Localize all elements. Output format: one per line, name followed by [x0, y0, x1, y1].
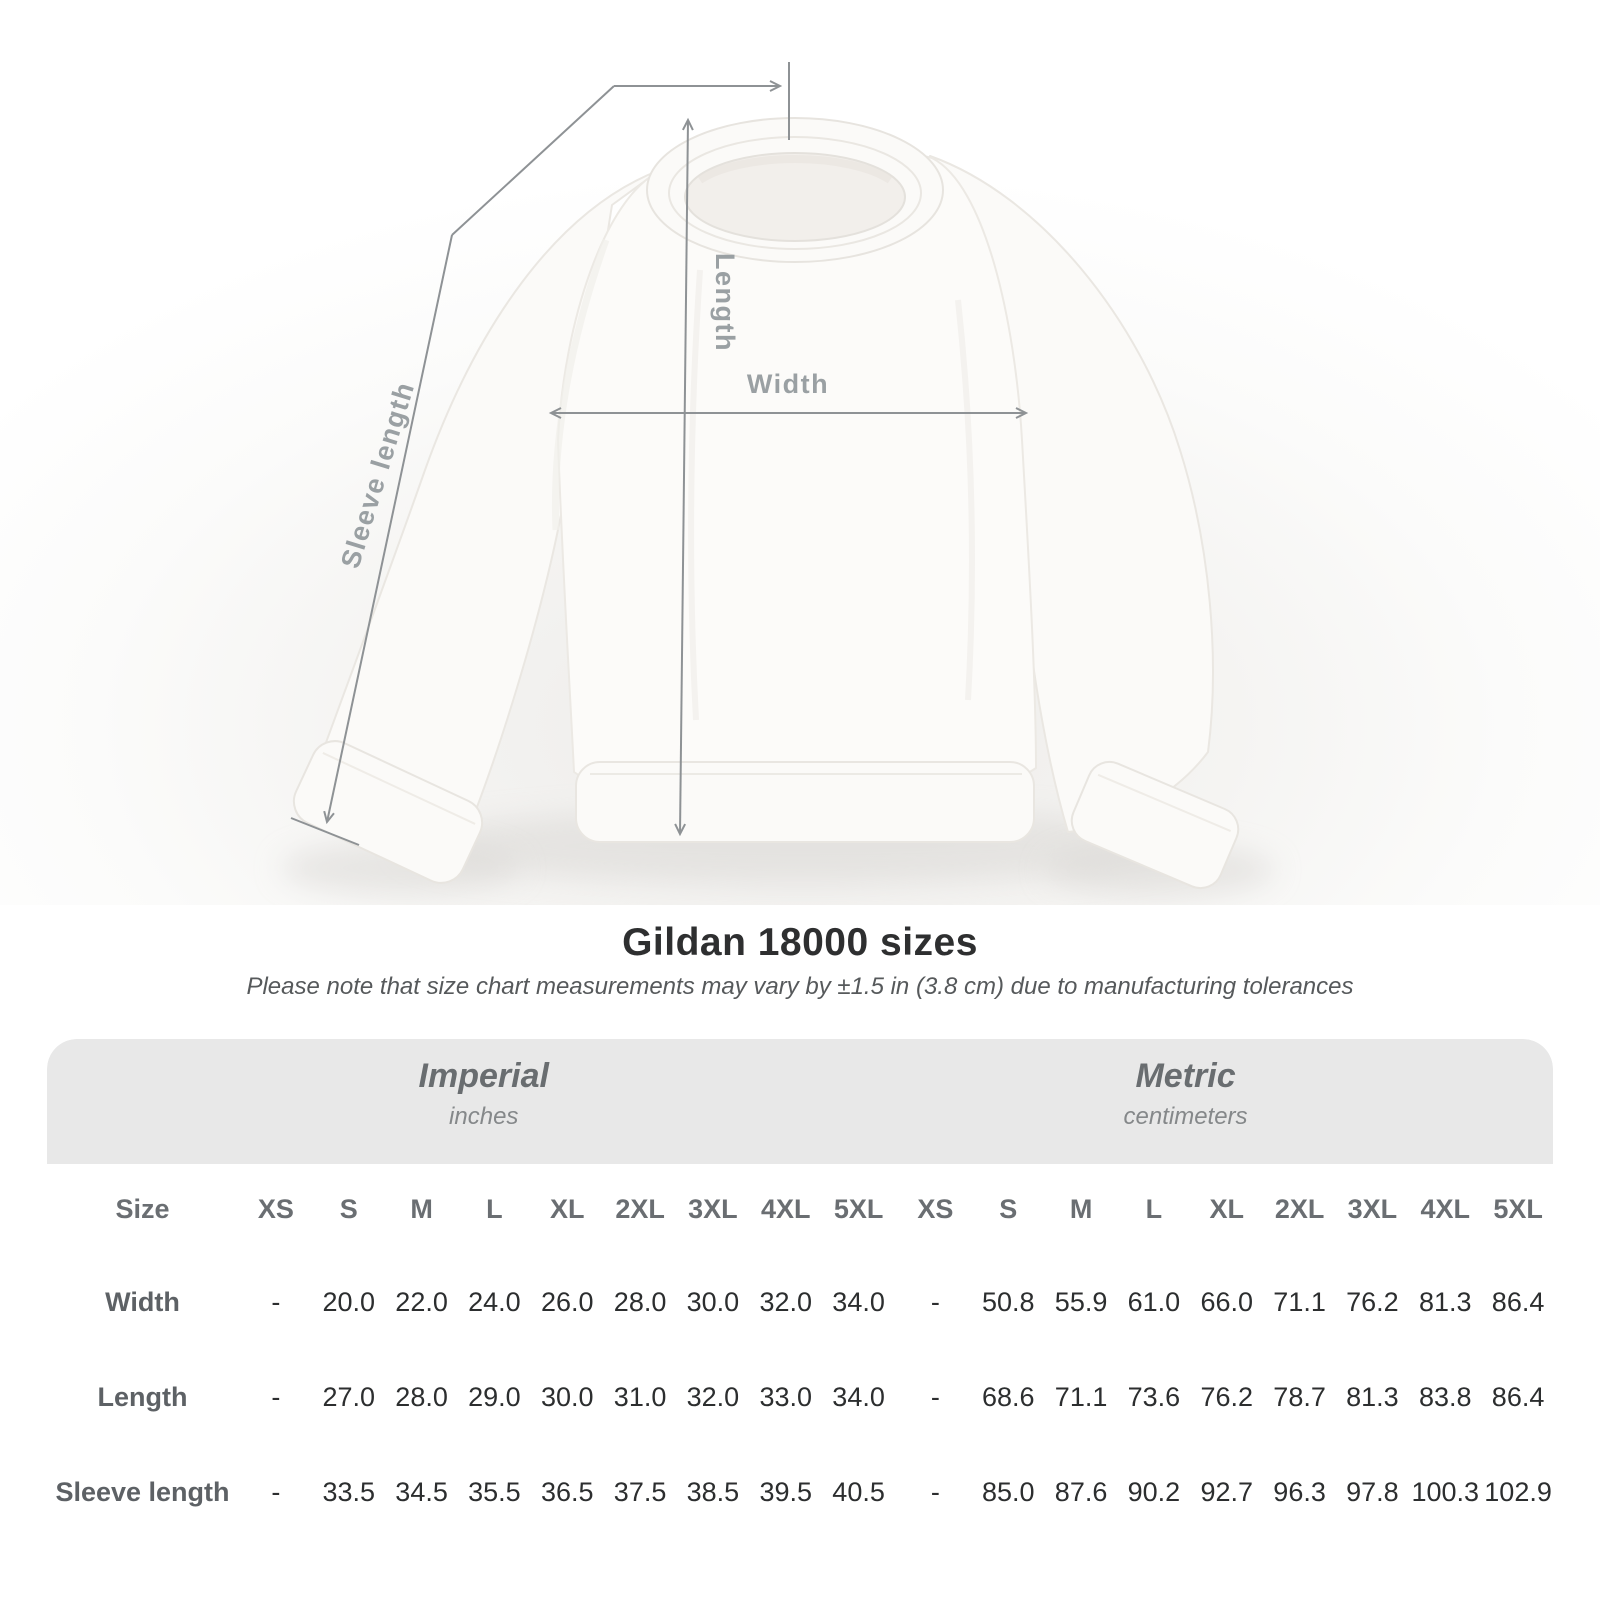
value-cell: 27.0 [314, 1350, 384, 1445]
value-cell: 3XL [1338, 1164, 1408, 1255]
value-cell: - [241, 1350, 311, 1445]
value-cell: 38.5 [678, 1445, 748, 1540]
row-label: Size [47, 1164, 238, 1255]
value-cell: 61.0 [1119, 1255, 1189, 1350]
value-cell: 87.6 [1046, 1445, 1116, 1540]
value-cell: S [973, 1164, 1043, 1255]
value-cell: 24.0 [460, 1255, 530, 1350]
value-cell: XL [532, 1164, 602, 1255]
value-cell: - [901, 1255, 971, 1350]
value-cell: XS [241, 1164, 311, 1255]
value-cell: 81.3 [1410, 1255, 1480, 1350]
value-cell: 33.0 [751, 1350, 821, 1445]
value-cell: 76.2 [1192, 1350, 1262, 1445]
page-title: Gildan 18000 sizes [622, 921, 978, 964]
size-table [47, 1039, 1553, 1540]
value-cell: 55.9 [1046, 1255, 1116, 1350]
value-cell: 37.5 [605, 1445, 675, 1540]
row-label: Length [47, 1350, 238, 1445]
value-cell: 28.0 [605, 1255, 675, 1350]
value-cell: L [460, 1164, 530, 1255]
value-cell: 85.0 [973, 1445, 1043, 1540]
value-cell: XL [1192, 1164, 1262, 1255]
value-cell: 66.0 [1192, 1255, 1262, 1350]
value-cell: 2XL [605, 1164, 675, 1255]
sleeve-length-label: Sleeve length [335, 377, 421, 572]
value-cell: 34.0 [824, 1255, 894, 1350]
inches-label: inches [449, 1103, 519, 1130]
tolerance-note: Please note that size chart measurements may vary by ±1.5 in (3.8 cm) due to manufacturing tolerances [246, 973, 1354, 1000]
value-cell: 34.5 [387, 1445, 457, 1540]
value-cell: - [901, 1445, 971, 1540]
value-cell: 32.0 [751, 1255, 821, 1350]
value-cell: 96.3 [1265, 1445, 1335, 1540]
value-cell: 90.2 [1119, 1445, 1189, 1540]
collar [647, 118, 943, 262]
value-cell: - [241, 1445, 311, 1540]
metric-label: Metric [1135, 1057, 1236, 1095]
value-cell: 34.0 [824, 1350, 894, 1445]
group-gutter [897, 1445, 898, 1540]
value-cell: - [241, 1255, 311, 1350]
value-cell: 40.5 [824, 1445, 894, 1540]
value-cell: M [387, 1164, 457, 1255]
value-cell: 30.0 [532, 1350, 602, 1445]
value-cell: 102.9 [1483, 1445, 1553, 1540]
value-cell: 28.0 [387, 1350, 457, 1445]
value-cell: 20.0 [314, 1255, 384, 1350]
value-cell: 30.0 [678, 1255, 748, 1350]
row-label: Width [47, 1255, 238, 1350]
value-cell: 71.1 [1265, 1255, 1335, 1350]
unit-band [47, 1039, 1553, 1164]
value-cell: 68.6 [973, 1350, 1043, 1445]
value-cell: 36.5 [532, 1445, 602, 1540]
imperial-group-header [419, 1057, 549, 1131]
value-cell: 86.4 [1483, 1350, 1553, 1445]
value-cell: 2XL [1265, 1164, 1335, 1255]
value-cell: 33.5 [314, 1445, 384, 1540]
value-cell: 73.6 [1119, 1350, 1189, 1445]
length-label: Length [710, 253, 740, 352]
value-cell: S [314, 1164, 384, 1255]
width-label: Width [746, 369, 830, 399]
group-gutter [897, 1164, 898, 1255]
value-cell: 76.2 [1338, 1255, 1408, 1350]
metric-group-header [1124, 1057, 1248, 1131]
value-cell: 26.0 [532, 1255, 602, 1350]
group-gutter [897, 1255, 898, 1350]
value-cell: 31.0 [605, 1350, 675, 1445]
value-cell: 4XL [1410, 1164, 1480, 1255]
value-cell: 29.0 [460, 1350, 530, 1445]
value-cell: 5XL [1483, 1164, 1553, 1255]
value-cell: M [1046, 1164, 1116, 1255]
value-cell: 86.4 [1483, 1255, 1553, 1350]
group-gutter [897, 1350, 898, 1445]
value-cell: 4XL [751, 1164, 821, 1255]
value-cell: - [901, 1350, 971, 1445]
value-cell: 5XL [824, 1164, 894, 1255]
value-cell: XS [901, 1164, 971, 1255]
value-cell: 39.5 [751, 1445, 821, 1540]
value-cell: 100.3 [1410, 1445, 1480, 1540]
row-label: Sleeve length [47, 1445, 238, 1540]
value-cell: 78.7 [1265, 1350, 1335, 1445]
sweatshirt [286, 118, 1245, 895]
value-cell: 97.8 [1338, 1445, 1408, 1540]
value-cell: L [1119, 1164, 1189, 1255]
value-cell: 83.8 [1410, 1350, 1480, 1445]
value-cell: 32.0 [678, 1350, 748, 1445]
value-cell: 81.3 [1338, 1350, 1408, 1445]
value-cell: 35.5 [460, 1445, 530, 1540]
value-cell: 71.1 [1046, 1350, 1116, 1445]
value-cell: 50.8 [973, 1255, 1043, 1350]
hem-band [576, 762, 1034, 842]
imperial-label: Imperial [418, 1057, 549, 1095]
value-cell: 92.7 [1192, 1445, 1262, 1540]
centimeters-label: centimeters [1123, 1103, 1248, 1130]
value-cell: 22.0 [387, 1255, 457, 1350]
value-cell: 3XL [678, 1164, 748, 1255]
